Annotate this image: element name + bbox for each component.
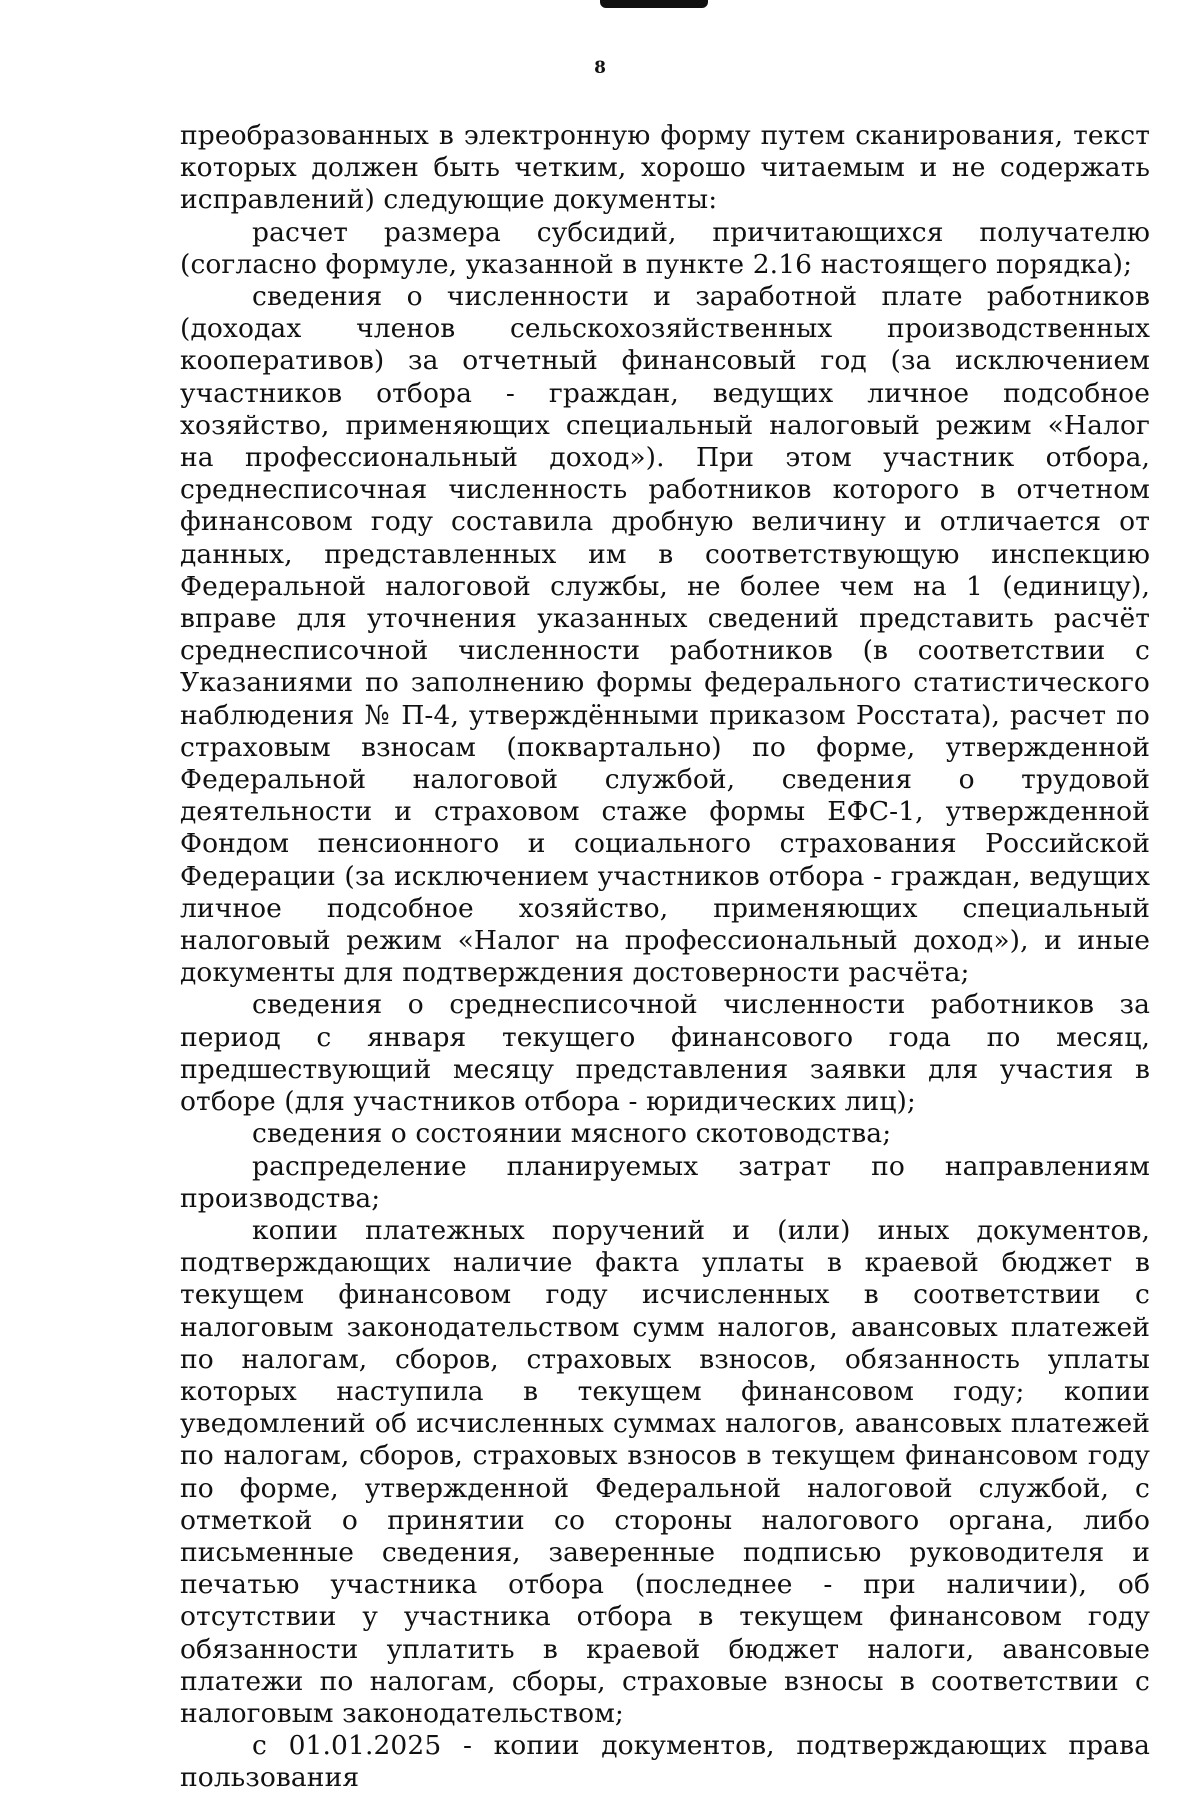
paragraph-continuation: преобразованных в электронную форму путем сканирования, текст которых должен быть четким, хорошо читаемым и не содержать исправлений) следующие документы: — [180, 120, 1150, 216]
page-number: 8 — [594, 58, 606, 78]
document-body — [180, 120, 1150, 1795]
paragraph-payment-copies: копии платежных поручений и (или) иных документов, подтверждающих наличие факта уплаты в краевой бюджет в текущем финансовом году исчисленных в соответствии с налоговым законодательством сумм налогов, авансовых платежей по налогам, сборов, страховых взносов, обязанность уплаты которых наступила в текущем финансовом году; копии уведомлений об исчисленных суммах налогов, авансовых платежей по налогам, сборов, страховых взносов в текущем финансовом году по форме, утвержденной Федеральной налоговой службой, с отметкой о принятии со стороны налогового органа, либо письменные сведения, заверенные подписью руководителя и печатью участника отбора (последнее - при наличии), об отсутствии у участника отбора в текущем финансовом году обязанности уплатить в краевой бюджет налоги, авансовые платежи по налогам, сборы, страховые взносы в соответствии с налоговым законодательством; — [180, 1214, 1150, 1729]
paragraph-subsidy-calculation: расчет размера субсидий, причитающихся получателю (согласно формуле, указанной в пункте 2.16 настоящего порядка); — [180, 216, 1150, 280]
paragraph-average-headcount: сведения о среднесписочной численности работников за период с января текущего финансового года по месяц, предшествующий месяцу представления заявки для участия в отборе (для участников отбора - юридических лиц); — [180, 989, 1150, 1118]
paragraph-usage-rights: с 01.01.2025 - копии документов, подтверждающих права пользования — [180, 1730, 1150, 1794]
scan-edge-mark — [600, 0, 708, 8]
paragraph-cattle-state: сведения о состоянии мясного скотоводства; — [252, 1118, 892, 1150]
paragraph-cost-distribution: распределение планируемых затрат по направлениям производства; — [180, 1150, 1150, 1214]
paragraph-employee-info: сведения о численности и заработной плате работников (доходах членов сельскохозяйственных производственных кооперативов) за отчетный финансовый год (за исключением участников отбора - граждан, ведущих личное подсобное хозяйство, применяющих специальный налоговый режим «Налог на профессиональный доход»). При этом участник отбора, среднесписочная численность работников которого в отчетном финансовом году составила дробную величину и отличается от данных, представленных им в соответствующую инспекцию Федеральной налоговой службы, не более чем на 1 (единицу), вправе для уточнения указанных сведений представить расчёт среднесписочной численности работников (в соответствии с Указаниями по заполнению формы федерального статистического наблюдения № П-4, утверждёнными приказом Росстата), расчет по страховым взносам (поквартально) по форме, утвержденной Федеральной налоговой службой, сведения о трудовой деятельности и страховом стаже формы ЕФС-1, утвержденной Фондом пенсионного и социального страхования Российской Федерации (за исключением участников отбора - граждан, ведущих личное подсобное хозяйство, применяющих специальный налоговый режим «Налог на профессиональный доход»), и иные документы для подтверждения достоверности расчёта; — [180, 281, 1150, 989]
